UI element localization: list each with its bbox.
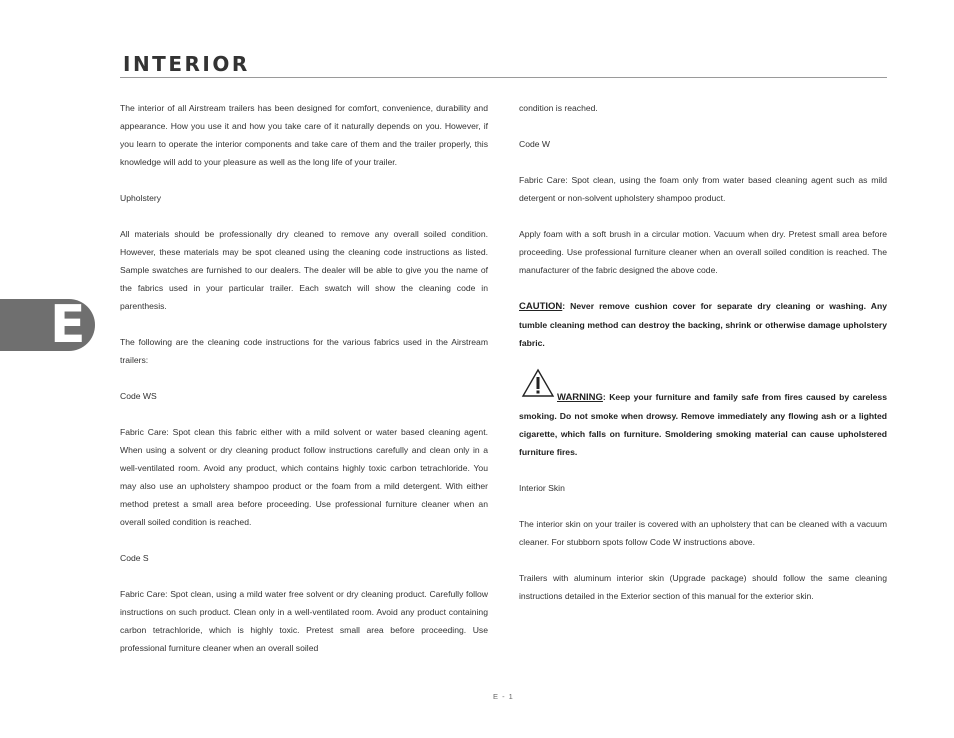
continuation-text: condition is reached.	[519, 103, 598, 113]
warning-text: : Keep your furniture and family safe from fires caused by careless smoking. Do not smoke when drowsy. Remove immediately any flowing ash or a lighted cigarette, which falls on furniture. Smoldering smoking material can cause upholstered furniture fires.	[519, 392, 887, 457]
code-ws-paragraph: Fabric Care: Spot clean this fabric either with a mild solvent or water based cleaning agent. When using a solvent or dry cleaning product follow instructions carefully and clean only in a well-ventilated room. Avoid any product, which contains highly toxic carbon tetrachloride. You may also use an upholstery shampoo product or the foam from a mild detergent. With either method pretest a small area before proceeding. Use professional furniture cleaner when an overall soiled condition is reached.	[120, 427, 488, 527]
warning-notice	[519, 388, 887, 461]
caution-notice	[519, 297, 887, 352]
caution-text: : Never remove cushion cover for separate dry cleaning or washing. Any tumble cleaning method can destroy the backing, shrink or otherwise damage upholstery fabric.	[519, 301, 887, 348]
code-ws-heading: Code WS	[120, 391, 157, 401]
caution-label: CAUTION	[519, 301, 563, 312]
code-w-heading: Code W	[519, 139, 551, 149]
intro-paragraph: The interior of all Airstream trailers has been designed for comfort, convenience, durability and appearance. How you use it and how you take care of it naturally depends on you. However, if you learn to operate the interior components and take care of them and the trailer properly, this knowledge will add to your pleasure as well as the long life of your trailer.	[120, 103, 488, 167]
warning-block	[519, 388, 887, 461]
upholstery-heading: Upholstery	[120, 193, 162, 203]
warning-label: WARNING	[557, 392, 603, 403]
page-number: E - 1	[493, 692, 514, 701]
section-tab-letter: E	[50, 295, 86, 355]
code-s-paragraph: Fabric Care: Spot clean, using a mild water free solvent or dry cleaning product. Carefully follow instructions on such product. Clean only in a well-ventilated room. Avoid any product containing carbon tetrachloride, which is highly toxic. Pretest small area before proceeding. Use professional furniture cleaner when an overall soiled	[120, 589, 488, 653]
code-s-heading: Code S	[120, 553, 149, 563]
warning-triangle-icon	[521, 368, 555, 398]
aluminum-skin-paragraph: Trailers with aluminum interior skin (Upgrade package) should follow the same cleaning instructions detailed in the Exterior section of this manual for the exterior skin.	[519, 573, 887, 601]
interior-skin-heading: Interior Skin	[519, 483, 565, 493]
title-divider	[120, 77, 887, 78]
page-title: INTERIOR	[123, 52, 250, 76]
right-column	[519, 99, 887, 623]
interior-skin-paragraph: The interior skin on your trailer is covered with an upholstery that can be cleaned with a vacuum cleaner. For stubborn spots follow Code W instructions above.	[519, 519, 887, 547]
upholstery-paragraph: All materials should be professionally dry cleaned to remove any overall soiled condition. However, these materials may be spot cleaned using the cleaning code instructions as listed. Sample swatches are furnished to our dealers. The dealer will be able to give you the name of the fabrics used in your particular trailer. Each swatch will show the cleaning code in parenthesis.	[120, 229, 488, 311]
code-w-apply-paragraph: Apply foam with a soft brush in a circular motion. Vacuum when dry. Pretest small area before proceeding. Use professional furniture cleaner when an overall soiled condition is reached. The manufacturer of the fabric designed the above code.	[519, 229, 887, 275]
left-column	[120, 99, 488, 675]
code-w-care-paragraph: Fabric Care: Spot clean, using the foam only from water based cleaning agent such as mild detergent or non-solvent upholstery shampoo product.	[519, 175, 887, 203]
cleaning-codes-intro: The following are the cleaning code instructions for the various fabrics used in the Airstream trailers:	[120, 337, 488, 365]
